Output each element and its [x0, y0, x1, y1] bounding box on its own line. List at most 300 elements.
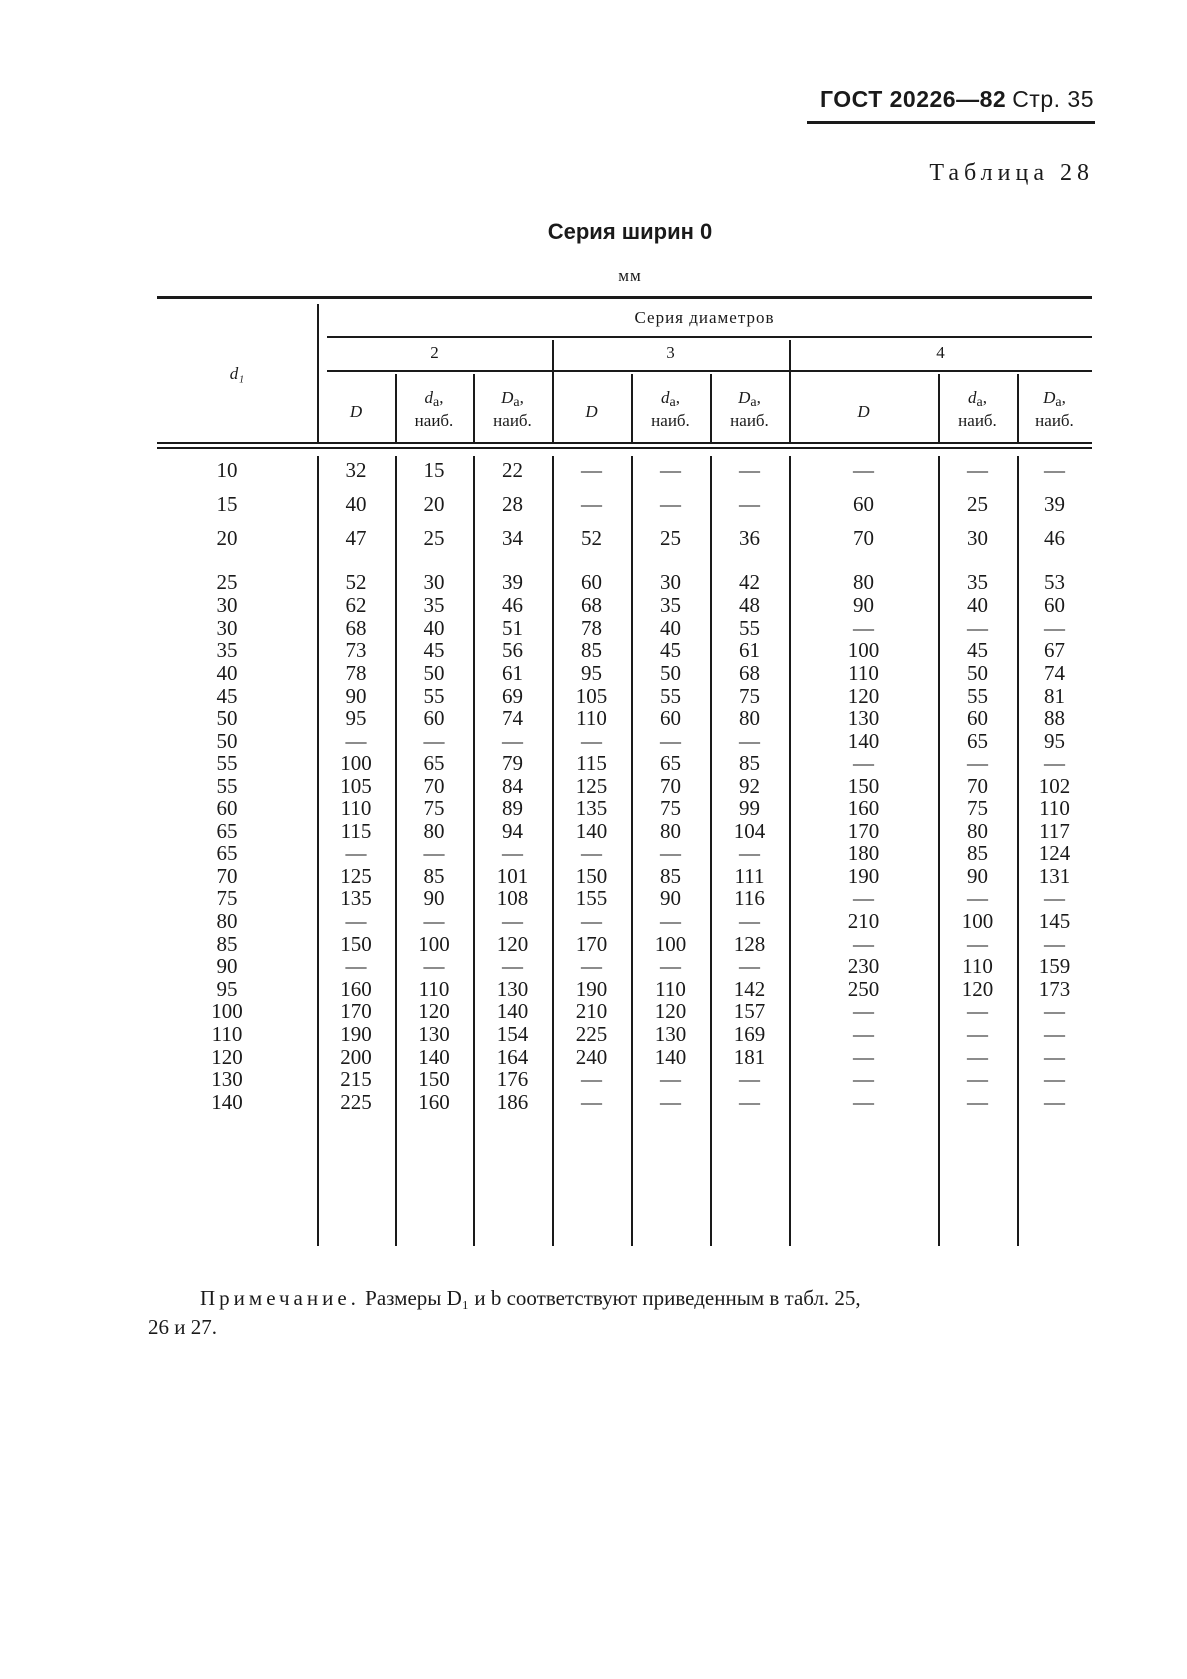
table-cell: —	[967, 1067, 988, 1091]
row-d1-value: 70	[216, 864, 238, 888]
col-da-naib: наиб.	[958, 411, 997, 431]
row-d1-value: 35	[216, 638, 238, 662]
table-cell: 120	[961, 977, 994, 1001]
table-cell: —	[502, 909, 523, 933]
col-Da-comma: ,	[756, 388, 761, 407]
table-cell: 61	[502, 661, 523, 685]
table-cell: 22	[502, 458, 523, 482]
table-cell: 95	[581, 661, 602, 685]
note-text: Размеры D₁ и b соответствуют приведенным в табл. 25,	[365, 1286, 861, 1310]
col-Da-sub: a	[513, 395, 520, 410]
table-cell: 69	[502, 684, 523, 708]
table-cell: 135	[575, 796, 608, 820]
row-d1-value: 80	[216, 909, 238, 933]
table-cell: —	[739, 1067, 760, 1091]
table-cell: 210	[575, 999, 608, 1023]
col-D-s4: D	[857, 402, 870, 421]
table-row	[157, 774, 1092, 798]
table-cell: 200	[340, 1045, 372, 1069]
table-cell: 120	[847, 684, 880, 708]
table-cell: 30	[423, 570, 445, 594]
footnote-continuation: 26 и 27.	[148, 1315, 217, 1339]
table-cell: 52	[345, 570, 367, 594]
table-cell: —	[660, 1090, 681, 1114]
table-cell: 50	[967, 661, 988, 685]
row-d1-value: 110	[211, 1022, 243, 1046]
table-row	[157, 706, 1092, 730]
table-cell: 117	[1039, 819, 1070, 843]
table-cell: —	[853, 1045, 874, 1069]
row-d1-value: 55	[216, 751, 238, 775]
table-cell: —	[502, 954, 523, 978]
table-row	[157, 1067, 1092, 1091]
table-cell: 85	[660, 864, 681, 888]
table-cell: 154	[496, 1022, 529, 1046]
table-cell: —	[1044, 999, 1065, 1023]
table-row	[157, 886, 1092, 910]
table-cell: 190	[847, 864, 880, 888]
series-3-label: 3	[666, 343, 675, 362]
table-row	[157, 977, 1092, 1001]
table-cell: 28	[502, 492, 523, 516]
row-d1-value: 15	[216, 492, 238, 516]
table-cell: 61	[739, 638, 760, 662]
note-label: Примечание.	[200, 1286, 360, 1310]
table-cell: 110	[418, 977, 450, 1001]
table-cell: 90	[345, 684, 367, 708]
table-cell: —	[853, 458, 874, 482]
table-cell: —	[967, 751, 988, 775]
table-cell: 140	[418, 1045, 450, 1069]
table-row	[157, 492, 1092, 516]
table-cell: —	[423, 909, 445, 933]
table-row	[157, 954, 1092, 978]
table-cell: 55	[967, 684, 988, 708]
table-cell: 115	[340, 819, 372, 843]
table-cell: 110	[962, 954, 993, 978]
table-row	[157, 526, 1092, 550]
table-cell: —	[739, 954, 760, 978]
row-d1-value: 85	[216, 932, 238, 956]
table-cell: 40	[423, 616, 445, 640]
table-cell: 225	[575, 1022, 608, 1046]
table-cell: 55	[423, 684, 445, 708]
row-d1-value: 130	[211, 1067, 243, 1091]
table-cell: 70	[853, 526, 874, 550]
table-cell: 142	[733, 977, 766, 1001]
table-cell: 108	[496, 886, 529, 910]
table-cell: 173	[1038, 977, 1071, 1001]
table-cell: —	[660, 492, 681, 516]
series-4-label: 4	[936, 343, 945, 362]
table-cell: 155	[575, 886, 608, 910]
table-cell: 68	[581, 593, 602, 617]
table-cell: 75	[967, 796, 988, 820]
table-cell: 170	[847, 819, 880, 843]
table-cell: —	[1044, 1090, 1065, 1114]
table-cell: 55	[660, 684, 681, 708]
table-cell: 159	[1038, 954, 1071, 978]
table-cell: —	[660, 1067, 681, 1091]
col-Da-letter: D	[501, 388, 514, 407]
col-da-sub: a	[976, 395, 983, 410]
row-d1-value: 50	[216, 706, 238, 730]
table-cell: —	[1044, 1067, 1065, 1091]
row-d1-value: 60	[216, 796, 238, 820]
table-cell: 75	[739, 684, 760, 708]
table-cell: 100	[961, 909, 994, 933]
table-cell: 130	[654, 1022, 687, 1046]
table-cell: 40	[660, 616, 681, 640]
table-cell: 32	[345, 458, 367, 482]
group-header-rule	[327, 336, 1092, 338]
row-d1-value: 100	[211, 999, 243, 1023]
table-row	[157, 819, 1092, 843]
table-cell: —	[345, 841, 367, 865]
table-cell: 78	[581, 616, 602, 640]
table-label: Таблица 28	[929, 160, 1094, 186]
row-d1-value: 90	[216, 954, 238, 978]
row-d1-value: 55	[216, 774, 238, 798]
col-da-comma: ,	[675, 388, 680, 407]
table-cell: 80	[853, 570, 874, 594]
table-cell: 40	[967, 593, 988, 617]
table-cell: —	[967, 1045, 988, 1069]
table-cell: 210	[847, 909, 880, 933]
table-cell: 150	[418, 1067, 450, 1091]
col-Da-s4	[1017, 388, 1092, 431]
table-cell: 94	[502, 819, 523, 843]
table-cell: 65	[423, 751, 445, 775]
table-cell: 80	[739, 706, 760, 730]
table-cell: 100	[847, 638, 880, 662]
table-cell: 128	[733, 932, 766, 956]
table-cell: 140	[496, 999, 529, 1023]
table-cell: —	[853, 999, 874, 1023]
table-cell: 85	[967, 841, 988, 865]
table-cell: —	[423, 841, 445, 865]
table-cell: 46	[1044, 526, 1065, 550]
col-Da-naib: наиб.	[493, 411, 532, 431]
table-cell: 160	[418, 1090, 450, 1114]
table-cell: 84	[502, 774, 523, 798]
table-cell: 102	[1038, 774, 1071, 798]
row-d1-value: 65	[216, 841, 238, 865]
table-cell: 73	[345, 638, 367, 662]
table-cell: 111	[734, 864, 765, 888]
table-cell: —	[345, 954, 367, 978]
table-cell: 47	[345, 526, 367, 550]
table-cell: 110	[340, 796, 372, 820]
col-Da-comma: ,	[1061, 388, 1066, 407]
table-cell: —	[967, 458, 988, 482]
table-cell: 45	[423, 638, 445, 662]
table-cell: 90	[853, 593, 874, 617]
table-cell: 25	[423, 526, 445, 550]
table-cell: 95	[345, 706, 367, 730]
table-cell: —	[581, 841, 602, 865]
table-cell: 45	[967, 638, 988, 662]
table-cell: —	[967, 1090, 988, 1114]
table-cell: 169	[733, 1022, 766, 1046]
table-cell: —	[660, 909, 681, 933]
row-d1-value: 20	[216, 526, 238, 550]
table-cell: —	[1044, 458, 1065, 482]
table-cell: 100	[418, 932, 450, 956]
table-cell: 90	[967, 864, 988, 888]
table-cell: —	[502, 729, 523, 753]
table-row	[157, 661, 1092, 685]
table-row	[157, 999, 1092, 1023]
table-cell: 164	[496, 1045, 529, 1069]
table-row	[157, 841, 1092, 865]
table-cell: 81	[1044, 684, 1065, 708]
table-cell: 75	[660, 796, 681, 820]
table-cell: 120	[496, 932, 529, 956]
table-cell: 230	[847, 954, 880, 978]
table-cell: 160	[847, 796, 880, 820]
table-cell: —	[739, 1090, 760, 1114]
table-cell: 74	[502, 706, 523, 730]
col-da-comma: ,	[439, 388, 444, 407]
table-cell: 140	[847, 729, 880, 753]
col-da-s2	[395, 388, 473, 431]
table-cell: 79	[502, 751, 523, 775]
table-cell: 78	[345, 661, 367, 685]
table-cell: 53	[1044, 570, 1065, 594]
table-row	[157, 932, 1092, 956]
col-da-letter: d	[424, 388, 434, 407]
row-d1-value: 75	[216, 886, 238, 910]
table-cell: —	[1044, 751, 1065, 775]
table-cell: 65	[967, 729, 988, 753]
table-cell: 85	[581, 638, 602, 662]
table-cell: 104	[733, 819, 766, 843]
table-cell: —	[423, 954, 445, 978]
table-cell: 25	[660, 526, 681, 550]
header-rule	[807, 121, 1095, 124]
table-cell: 45	[660, 638, 681, 662]
table-cell: 225	[340, 1090, 372, 1114]
table-cell: —	[1044, 932, 1065, 956]
table-cell: 160	[340, 977, 372, 1001]
col-Da-s3	[710, 388, 789, 431]
table-cell: 130	[847, 706, 880, 730]
table-cell: —	[1044, 1045, 1065, 1069]
table-cell: 99	[739, 796, 760, 820]
table-cell: —	[853, 1067, 874, 1091]
table-cell: —	[853, 751, 874, 775]
row-d1-value: 120	[211, 1045, 243, 1069]
table-cell: —	[581, 458, 602, 482]
table-cell: 90	[423, 886, 445, 910]
row-d1-value: 50	[216, 729, 238, 753]
col-Da-comma: ,	[519, 388, 524, 407]
table-cell: —	[853, 616, 874, 640]
table-cell: —	[967, 1022, 988, 1046]
row-d1-value: 45	[216, 684, 238, 708]
page-header	[820, 86, 1094, 113]
table-cell: 170	[340, 999, 372, 1023]
group-header: Серия диаметров	[634, 308, 775, 327]
col-Da-naib: наиб.	[730, 411, 769, 431]
table-cell: 48	[739, 593, 760, 617]
col-da-letter: d	[968, 388, 977, 407]
table-cell: 140	[575, 819, 608, 843]
table-cell: 70	[423, 774, 445, 798]
col-da-naib: наиб.	[651, 411, 690, 431]
table-cell: 116	[734, 886, 765, 910]
table-cell: 190	[340, 1022, 372, 1046]
table-cell: 25	[967, 492, 988, 516]
col-da-sub: a	[433, 395, 440, 410]
table-cell: 62	[345, 593, 367, 617]
table-cell: —	[660, 458, 681, 482]
page-title: Серия ширин 0	[547, 219, 713, 244]
table-cell: 181	[733, 1045, 766, 1069]
bearing-table	[157, 296, 1092, 1246]
table-cell: 145	[1038, 909, 1071, 933]
table-cell: 124	[1038, 841, 1071, 865]
table-cell: 20	[423, 492, 445, 516]
table-cell: 130	[496, 977, 529, 1001]
table-cell: —	[581, 1090, 602, 1114]
table-cell: 120	[654, 999, 687, 1023]
table-cell: —	[739, 841, 760, 865]
table-cell: —	[853, 1022, 874, 1046]
table-cell: 60	[1044, 593, 1065, 617]
table-cell: 67	[1044, 638, 1065, 662]
table-cell: 15	[423, 458, 445, 482]
row-d1-value: 95	[216, 977, 238, 1001]
table-cell: 85	[423, 864, 445, 888]
table-cell: 110	[848, 661, 879, 685]
table-cell: 80	[660, 819, 681, 843]
table-cell: —	[739, 729, 760, 753]
table-cell: 50	[660, 661, 681, 685]
col-Da-letter: D	[738, 388, 751, 407]
col-da-sub: a	[669, 395, 676, 410]
table-cell: 39	[1044, 492, 1065, 516]
table-cell: 65	[660, 751, 681, 775]
table-cell: —	[1044, 886, 1065, 910]
table-cell: —	[1044, 616, 1065, 640]
table-cell: 34	[502, 526, 523, 550]
table-cell: 135	[340, 886, 372, 910]
row-d1-value: 140	[211, 1090, 243, 1114]
table-cell: 35	[660, 593, 681, 617]
table-cell: 150	[340, 932, 372, 956]
table-cell: —	[853, 886, 874, 910]
table-cell: 140	[654, 1045, 687, 1069]
col-da-letter: d	[661, 388, 670, 407]
table-top-rule	[157, 296, 1092, 299]
col-da-comma: ,	[982, 388, 987, 407]
table-cell: —	[853, 932, 874, 956]
table-row	[157, 570, 1092, 594]
table-cell: 150	[575, 864, 608, 888]
row-d1-value: 30	[216, 616, 238, 640]
table-cell: 50	[423, 661, 445, 685]
table-cell: —	[739, 909, 760, 933]
table-cell: 60	[853, 492, 874, 516]
table-cell: —	[581, 729, 602, 753]
table-cell: —	[423, 729, 445, 753]
table-cell: —	[660, 954, 681, 978]
table-cell: —	[660, 841, 681, 865]
table-cell: 60	[967, 706, 988, 730]
header-bottom-rule-1	[157, 442, 1092, 444]
table-cell: 110	[1039, 796, 1070, 820]
table-cell: —	[581, 1067, 602, 1091]
table-cell: 70	[660, 774, 681, 798]
table-cell: —	[581, 492, 602, 516]
footnote	[200, 1283, 1095, 1313]
table-cell: 125	[575, 774, 608, 798]
table-cell: 56	[502, 638, 523, 662]
table-cell: 110	[576, 706, 607, 730]
row-d1-value: 25	[216, 570, 238, 594]
table-cell: —	[853, 1090, 874, 1114]
table-cell: 115	[576, 751, 607, 775]
table-row	[157, 729, 1092, 753]
row-header-d1: d₁	[229, 364, 245, 383]
col-da-s3	[631, 388, 710, 431]
table-cell: —	[967, 886, 988, 910]
row-d1-value: 40	[216, 661, 238, 685]
table-cell: —	[345, 909, 367, 933]
table-cell: 105	[340, 774, 372, 798]
table-cell: 110	[655, 977, 686, 1001]
table-cell: 35	[967, 570, 988, 594]
table-cell: 74	[1044, 661, 1065, 685]
gost-number: ГОСТ 20226—82	[820, 86, 1007, 112]
table-cell: 85	[739, 751, 760, 775]
table-cell: 60	[660, 706, 681, 730]
table-cell: 42	[739, 570, 760, 594]
table-cell: 89	[502, 796, 523, 820]
table-row	[157, 616, 1092, 640]
table-row	[157, 751, 1092, 775]
table-row	[157, 1090, 1092, 1114]
table-cell: 35	[423, 593, 445, 617]
table-cell: 186	[496, 1090, 529, 1114]
row-d1-value: 65	[216, 819, 238, 843]
table-row	[157, 864, 1092, 888]
table-cell: 55	[739, 616, 760, 640]
table-cell: —	[345, 729, 367, 753]
table-cell: —	[1044, 1022, 1065, 1046]
table-row	[157, 684, 1092, 708]
table-row	[157, 458, 1092, 482]
page-number: Стр. 35	[1012, 86, 1094, 112]
table-cell: 105	[575, 684, 608, 708]
table-cell: 92	[739, 774, 760, 798]
table-cell: 60	[423, 706, 445, 730]
col-D-s2: D	[349, 402, 363, 421]
table-cell: 30	[967, 526, 988, 550]
table-cell: 68	[345, 616, 367, 640]
table-cell: 39	[502, 570, 523, 594]
header-bottom-rule-2	[157, 447, 1092, 449]
table-row	[157, 638, 1092, 662]
table-row	[157, 1022, 1092, 1046]
col-Da-naib: наиб.	[1035, 411, 1074, 431]
series-2-label: 2	[430, 343, 439, 362]
table-cell: 70	[967, 774, 988, 798]
table-cell: —	[581, 954, 602, 978]
unit-label: мм	[618, 266, 642, 285]
